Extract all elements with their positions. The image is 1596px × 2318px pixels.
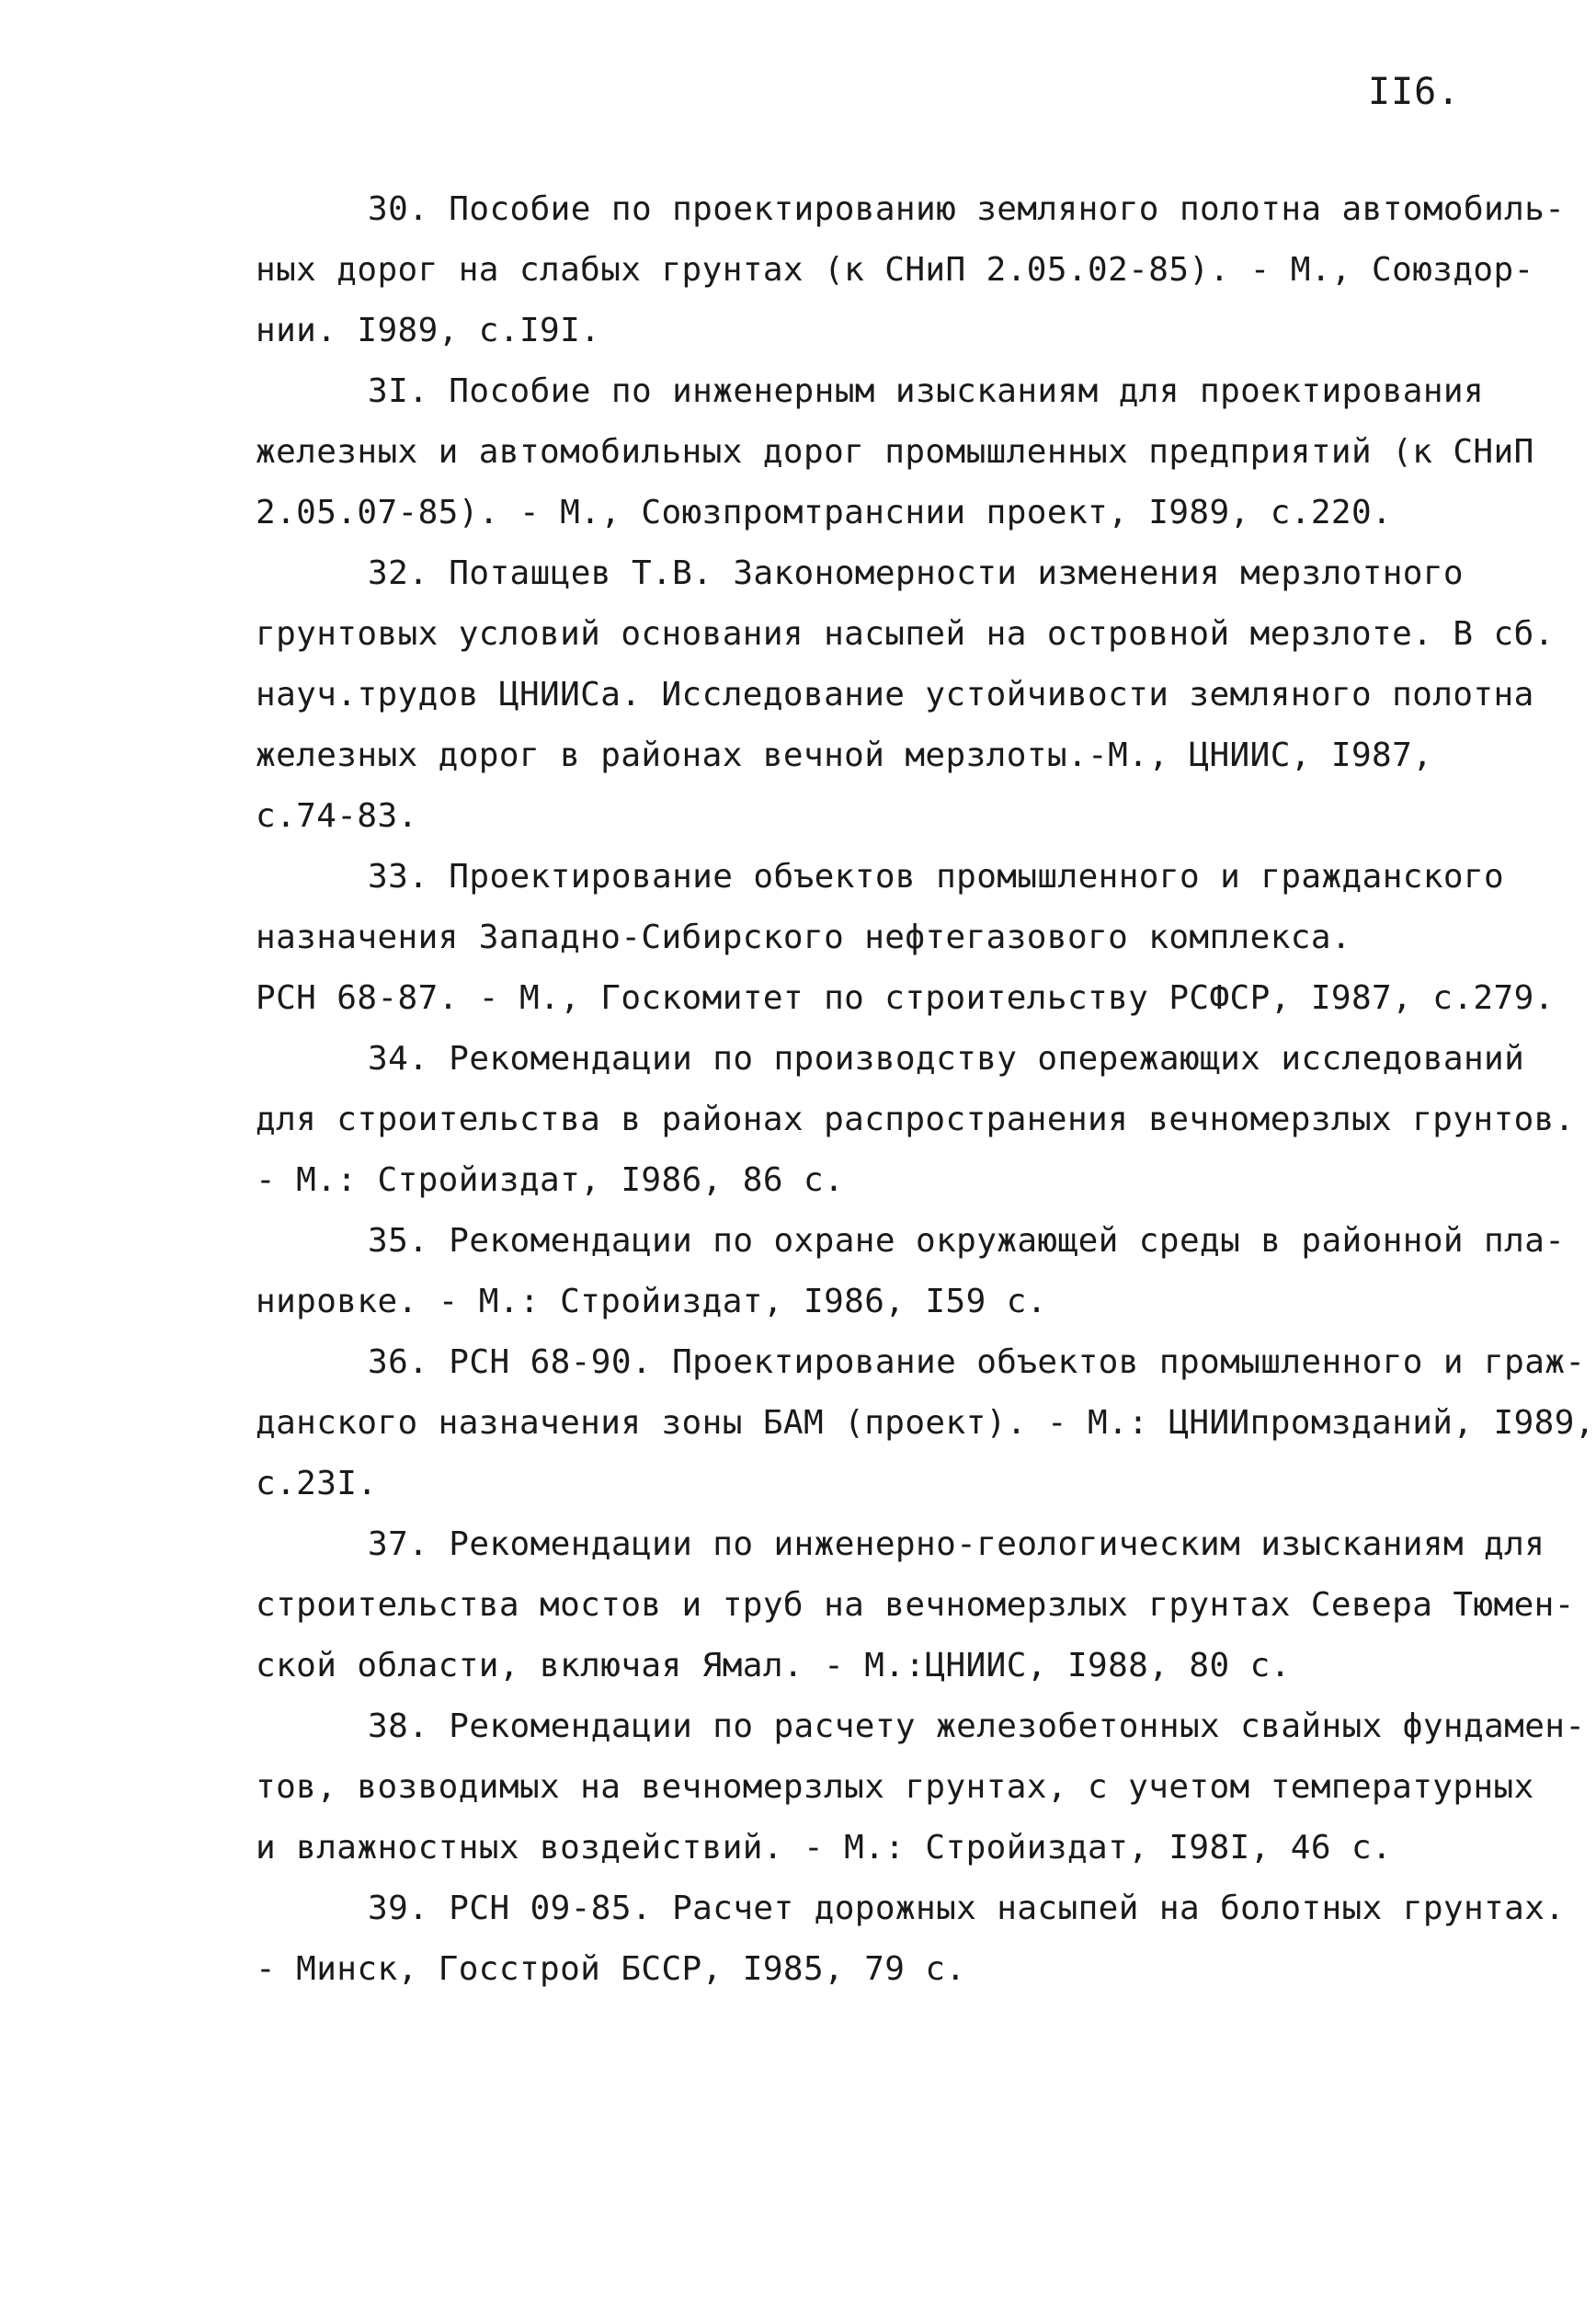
reference-38-line-3: и влажностных воздействий. - М.: Стройиздат, I98I, 46 с. <box>256 1829 1393 1867</box>
reference-30-line-1: 30. Пособие по проектированию земляного полотна автомобиль- <box>368 190 1566 228</box>
reference-31-line-2: железных и автомобильных дорог промышленных предприятий (к СНиП <box>256 433 1534 471</box>
reference-35-line-1: 35. Рекомендации по охране окружающей среды в районной пла- <box>368 1222 1566 1260</box>
reference-37-line-2: строительства мостов и труб на вечномерзлых грунтах Севера Тюмен- <box>256 1586 1575 1624</box>
reference-33-line-1: 33. Проектирование объектов промышленного и гражданского <box>368 858 1505 896</box>
reference-33-line-3: РСН 68-87. - М., Госкомитет по строительству РСФСР, I987, с.279. <box>256 979 1555 1017</box>
reference-36-line-1: 36. РСН 68-90. Проектирование объектов промышленного и граж- <box>368 1343 1586 1381</box>
reference-32-line-2: грунтовых условий основания насыпей на островной мерзлоте. В сб. <box>256 615 1555 653</box>
reference-38-line-1: 38. Рекомендации по расчету железобетонных свайных фундамен- <box>368 1707 1586 1745</box>
reference-37-line-1: 37. Рекомендации по инженерно-геологическим изысканиям для <box>368 1525 1545 1563</box>
reference-39-line-2: - Минск, Госстрой БССР, I985, 79 с. <box>256 1950 966 1988</box>
reference-39-line-1: 39. РСН 09-85. Расчет дорожных насыпей на болотных грунтах. <box>368 1890 1566 1927</box>
reference-35-line-2: нировке. - М.: Стройиздат, I986, I59 с. <box>256 1283 1047 1320</box>
reference-32-line-4: железных дорог в районах вечной мерзлоты.-М., ЦНИИС, I987, <box>256 737 1433 774</box>
reference-32-line-1: 32. Поташцев Т.В. Закономерности изменения мерзлотного <box>368 554 1464 592</box>
reference-30-line-2: ных дорог на слабых грунтах (к СНиП 2.05.02-85). - М., Союздор- <box>256 251 1534 289</box>
reference-32-line-5: с.74-83. <box>256 797 418 835</box>
reference-38-line-2: тов, возводимых на вечномерзлых грунтах, с учетом температурных <box>256 1768 1534 1806</box>
reference-34-line-2: для строительства в районах распространения вечномерзлых грунтов. <box>256 1101 1575 1138</box>
reference-34-line-1: 34. Рекомендации по производству опережающих исследований <box>368 1040 1525 1078</box>
reference-30-line-3: нии. I989, с.I9I. <box>256 312 601 349</box>
reference-34-line-3: - М.: Стройиздат, I986, 86 с. <box>256 1161 845 1199</box>
reference-31-line-3: 2.05.07-85). - М., Союзпромтранснии проект, I989, с.220. <box>256 494 1393 531</box>
page-number: II6. <box>1368 71 1461 113</box>
reference-33-line-2: назначения Западно-Сибирского нефтегазового комплекса. <box>256 919 1351 956</box>
reference-37-line-3: ской области, включая Ямал. - М.:ЦНИИС, I988, 80 с. <box>256 1647 1291 1684</box>
reference-31-line-1: 3I. Пособие по инженерным изысканиям для проектирования <box>368 372 1485 410</box>
reference-36-line-3: с.23I. <box>256 1465 378 1502</box>
reference-36-line-2: данского назначения зоны БАМ (проект). - М.: ЦНИИпромзданий, I989, <box>256 1404 1595 1442</box>
reference-32-line-3: науч.трудов ЦНИИСа. Исследование устойчивости земляного полотна <box>256 676 1534 714</box>
